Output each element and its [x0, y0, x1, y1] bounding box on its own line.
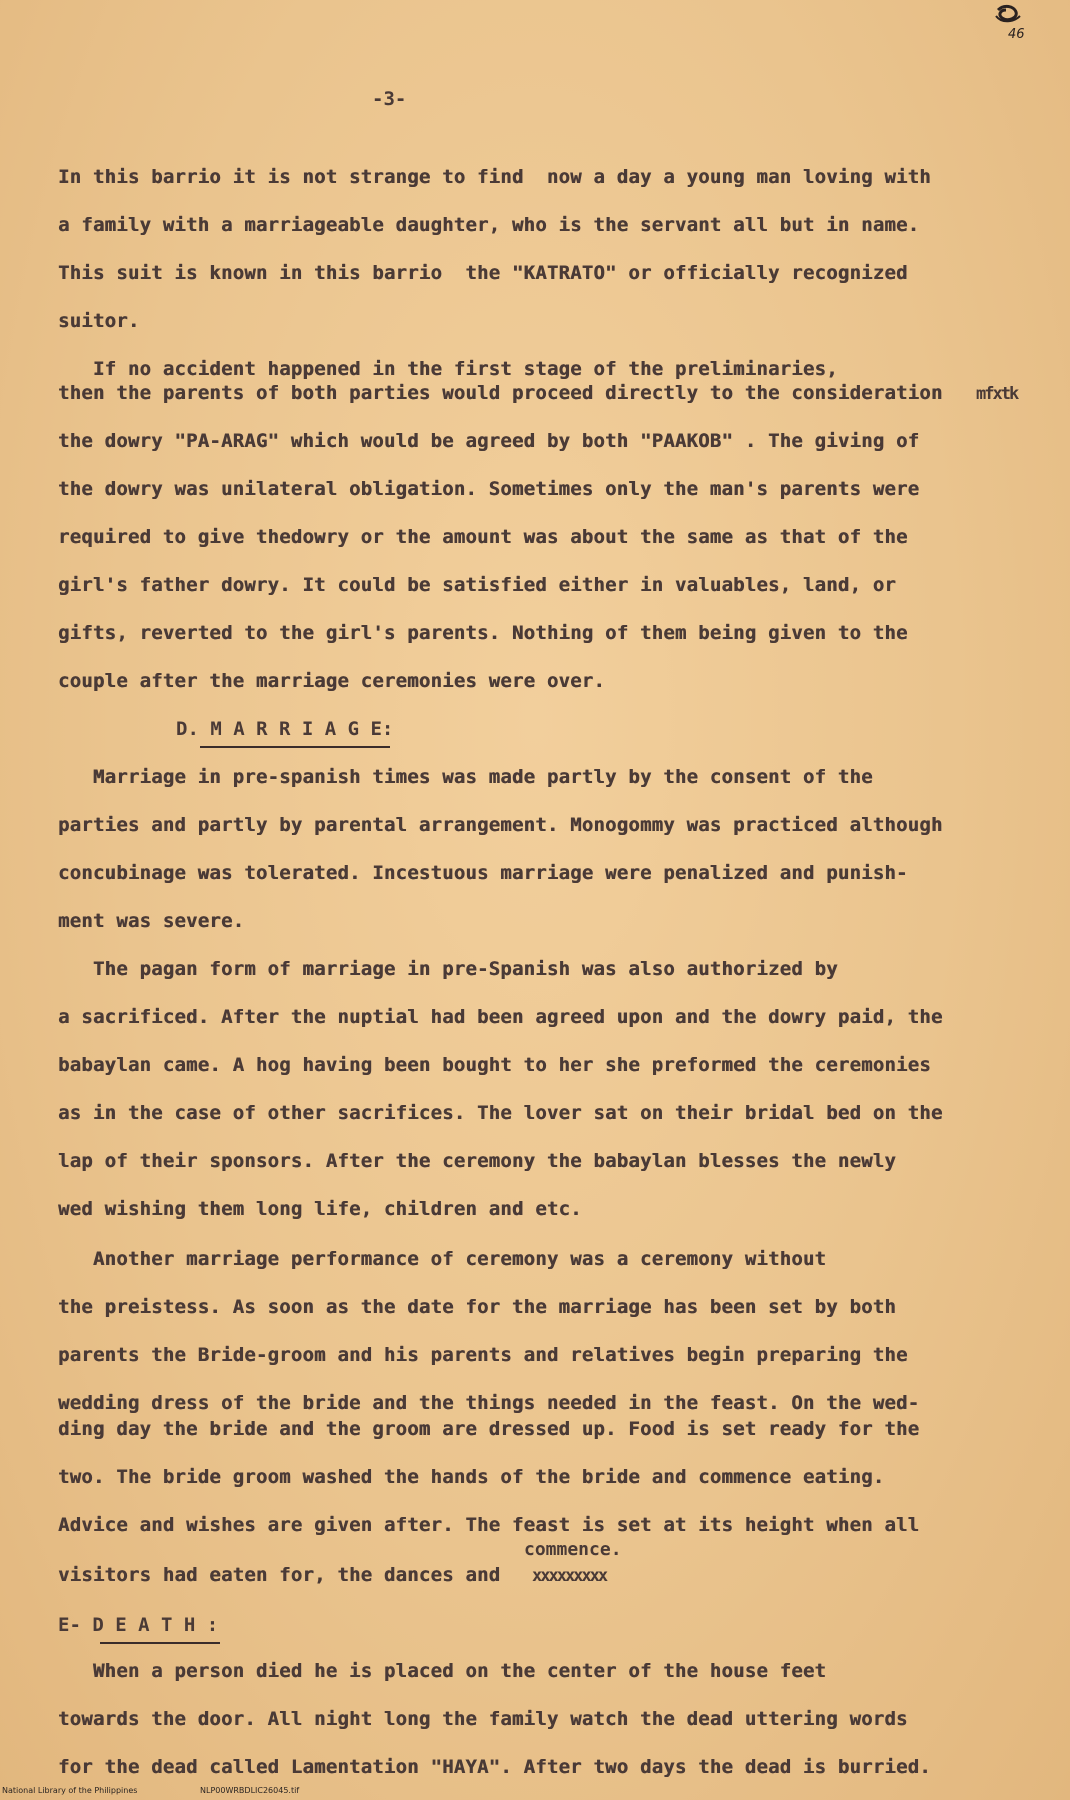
text-line: a sacrificed. After the nuptial had been agreed upon and the dowry paid, the [58, 1006, 943, 1028]
text-line: parents the Bride-groom and his parents and relatives begin preparing the [58, 1344, 908, 1366]
text-line: suitor. [58, 310, 140, 332]
svg-text:46: 46 [1008, 27, 1025, 42]
text-line: ding day the bride and the groom are dressed up. Food is set ready for the [58, 1418, 920, 1440]
heading-underline [100, 1642, 220, 1644]
text-line: the dowry "PA-ARAG" which would be agreed by both "PAAKOB" . The giving of [58, 430, 920, 452]
inserted-text: commence. [524, 1539, 622, 1560]
text-line: girl's father dowry. It could be satisfied either in valuables, land, or [58, 574, 897, 596]
text-line: the preistess. As soon as the date for the marriage has been set by both [58, 1296, 897, 1318]
text-line: In this barrio it is not strange to find now a day a young man loving with [58, 166, 931, 188]
text-line: towards the door. All night long the family watch the dead uttering words [58, 1708, 908, 1730]
text-line: ment was severe. [58, 910, 245, 932]
text-line: visitors had eaten for, the dances and [58, 1564, 501, 1586]
text-line: a family with a marriageable daughter, who is the servant all but in name. [58, 214, 920, 236]
overtyped-text: mfxtk [976, 384, 1018, 404]
text-line: couple after the marriage ceremonies were over. [58, 670, 606, 692]
text-line: lap of their sponsors. After the ceremony the babaylan blesses the newly [58, 1150, 897, 1172]
footer-file-name: NLP00WRBDLIC26045.tif [200, 1786, 300, 1795]
text-line: Another marriage performance of ceremony was a ceremony without [58, 1248, 827, 1270]
text-line: This suit is known in this barrio the "KATRATO" or officially recognized [58, 262, 908, 284]
text-line: then the parents of both parties would proceed directly to the consideration [58, 382, 943, 404]
text-line: required to give thedowry or the amount was about the same as that of the [58, 526, 908, 548]
heading-underline [200, 746, 390, 748]
overtyped-text: xxxxxxxxx [532, 1566, 607, 1586]
text-line: gifts, reverted to the girl's parents. Nothing of them being given to the [58, 622, 908, 644]
text-line: the dowry was unilateral obligation. Sometimes only the man's parents were [58, 478, 920, 500]
text-line: When a person died he is placed on the center of the house feet [58, 1660, 827, 1682]
footer-library-name: National Library of the Philippines [2, 1786, 138, 1795]
text-line: two. The bride groom washed the hands of the bride and commence eating. [58, 1466, 885, 1488]
text-line: wed wishing them long life, children and etc. [58, 1198, 582, 1220]
text-line: for the dead called Lamentation "HAYA". After two days the dead is burried. [58, 1756, 931, 1778]
text-line: If no accident happened in the first stage of the preliminaries, [58, 358, 838, 380]
text-line: as in the case of other sacrifices. The lover sat on their bridal bed on the [58, 1102, 943, 1124]
text-line: The pagan form of marriage in pre-Spanish was also authorized by [58, 958, 838, 980]
page-number: -3- [372, 88, 407, 110]
section-heading-death: E- D E A T H : [58, 1614, 219, 1636]
text-line: babaylan came. A hog having been bought to her she preformed the ceremonies [58, 1054, 931, 1076]
section-heading-marriage: D. M A R R I A G E: [176, 718, 394, 740]
text-line: Advice and wishes are given after. The feast is set at its height when all [58, 1514, 920, 1536]
text-line: concubinage was tolerated. Incestuous marriage were penalized and punish- [58, 862, 908, 884]
corner-stamp-icon [990, 4, 1030, 42]
text-line: Marriage in pre-spanish times was made partly by the consent of the [58, 766, 873, 788]
text-line: wedding dress of the bride and the things needed in the feast. On the wed- [58, 1392, 920, 1414]
text-line: parties and partly by parental arrangement. Monogommy was practiced although [58, 814, 943, 836]
